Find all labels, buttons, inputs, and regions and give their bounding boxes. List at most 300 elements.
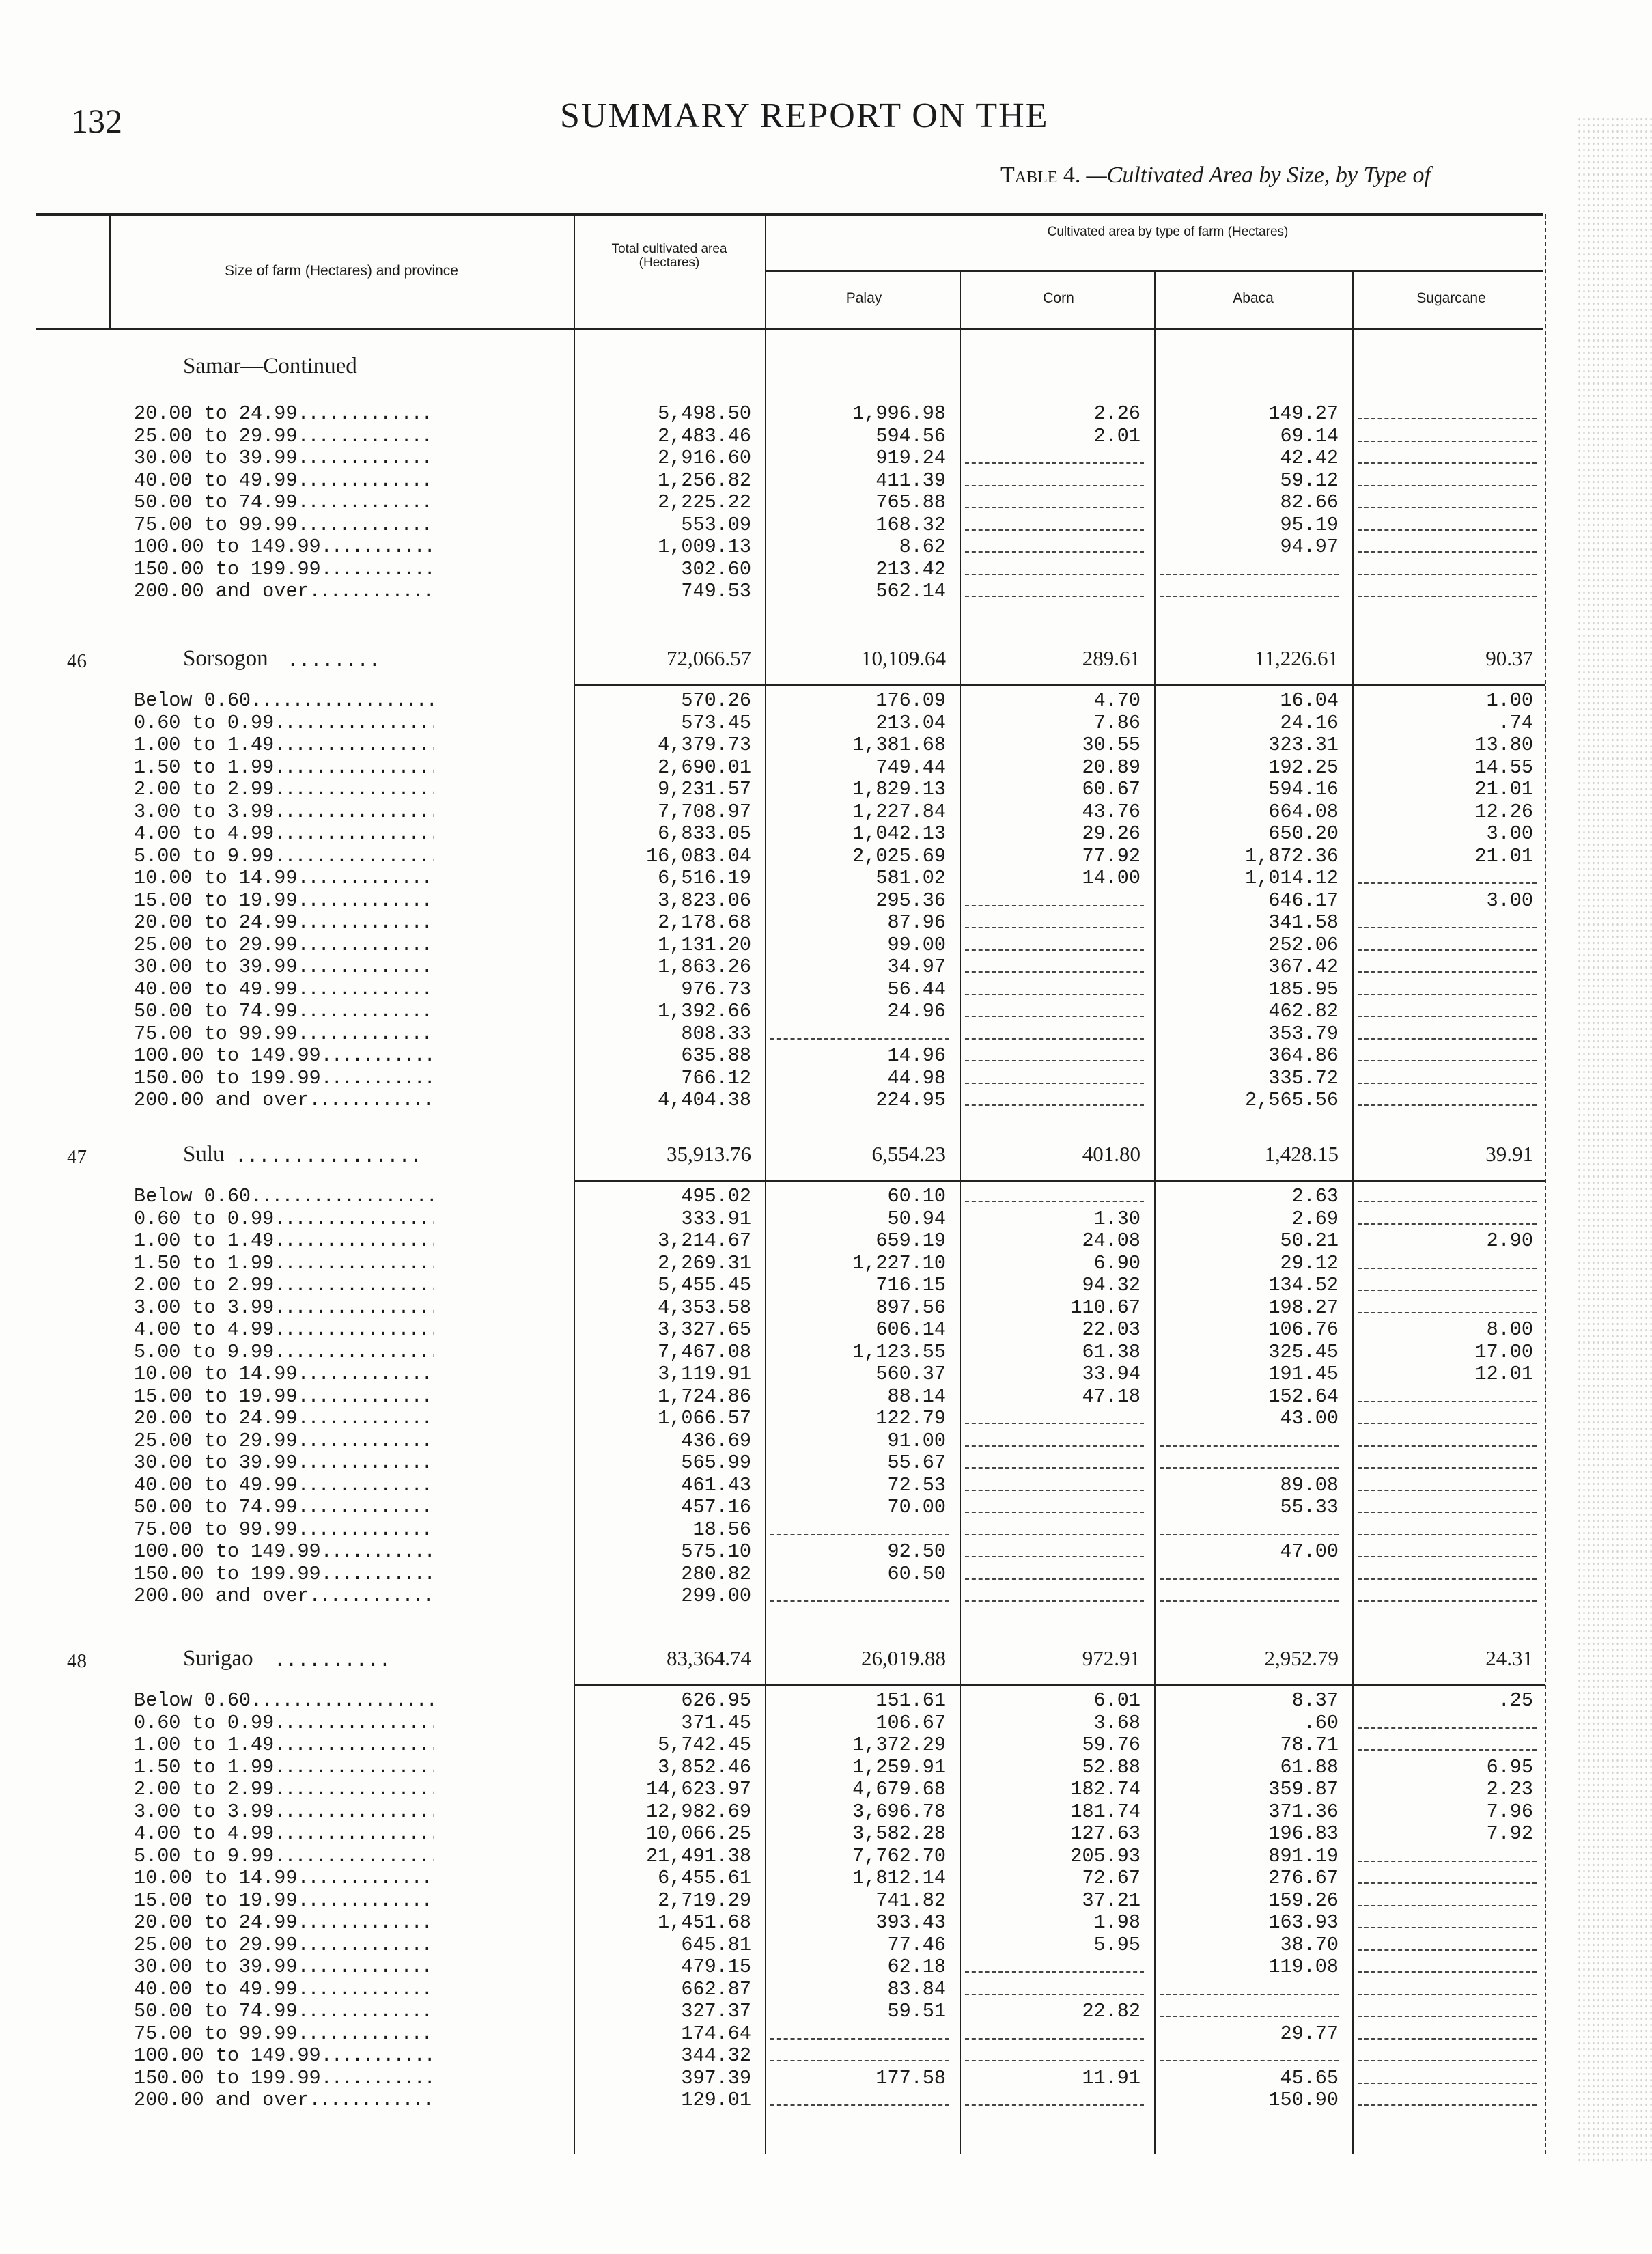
sulu-palay-value: 1,123.55	[852, 1340, 946, 1363]
header-bottom-rule	[36, 328, 1543, 330]
sorsogon-abaca-value: 16.04	[1280, 689, 1339, 712]
surigao-total-value: 371.45	[681, 1711, 751, 1734]
size-class: 20.00 to 24.99 .....	[134, 1408, 434, 1430]
size-class: 4.00 to 4.99 .....	[134, 1319, 434, 1341]
surigao-sugar-empty	[1358, 1727, 1537, 1729]
sorsogon-palay-value: 14.96	[887, 1044, 946, 1067]
sorsogon-palay-value: 213.04	[876, 711, 946, 734]
samar-sugar-empty	[1358, 441, 1537, 442]
sulu-sugar-empty	[1358, 1423, 1537, 1424]
sorsogon-sugar-value: 13.80	[1474, 734, 1533, 756]
size-class: 1.00 to 1.49 .....	[134, 1734, 434, 1757]
surigao-total-value: 14,623.97	[646, 1778, 751, 1800]
size-class: Below 0.60 .....	[134, 690, 434, 712]
surigao-total-value: 662.87	[681, 1977, 751, 2001]
sulu-abaca-value: 134.52	[1268, 1274, 1339, 1296]
samar-palay-value: 168.32	[876, 513, 946, 536]
size-class: 3.00 to 3.99 .....	[134, 801, 434, 824]
sulu-corn-empty	[965, 1534, 1144, 1535]
samar-sugar-empty	[1358, 596, 1537, 597]
surigao-total-value: 626.95	[681, 1689, 751, 1712]
sorsogon-sugar-empty	[1358, 882, 1537, 884]
sulu-total-value: 299.00	[681, 1585, 751, 1607]
size-class: 100.00 to 149.99 .....	[134, 1045, 434, 1068]
sulu-corn-value: 94.32	[1082, 1274, 1140, 1296]
sorsogon-total-value: 573.45	[681, 711, 751, 734]
size-class: 50.00 to 74.99 .....	[134, 1497, 434, 1519]
size-class: 5.00 to 9.99 .....	[134, 846, 434, 868]
surigao-total-value: 10,066.25	[646, 1822, 751, 1845]
size-class: 2.00 to 2.99 .....	[134, 779, 434, 801]
sulu-abaca-value: 2.63	[1291, 1185, 1339, 1208]
surigao-sugar-empty	[1358, 2060, 1537, 2061]
sulu-sugar-value: 2.90	[1486, 1229, 1533, 1252]
size-class: 200.00 and over .....	[134, 581, 434, 603]
size-class: 20.00 to 24.99 .....	[134, 1912, 434, 1934]
surigao-abaca-value: 359.87	[1268, 1778, 1339, 1800]
province-rule	[574, 1180, 1545, 1182]
surigao-corn-empty	[965, 2104, 1144, 2106]
sorsogon-total-value: 808.33	[681, 1022, 751, 1045]
sorsogon-abaca-value: 367.42	[1268, 956, 1339, 978]
surigao-abaca-value: 163.93	[1268, 1911, 1339, 1934]
samar-total-value: 553.09	[681, 513, 751, 536]
sulu-palay-empty	[770, 1534, 949, 1535]
sorsogon-corn-empty	[965, 1104, 1144, 1106]
page-number: 132	[71, 102, 122, 140]
sorsogon-corn-value: 77.92	[1082, 844, 1140, 867]
surigao-corn-value: 1.98	[1093, 1911, 1140, 1934]
samar-total-value: 2,225.22	[658, 491, 751, 514]
samar-total-value: 1,009.13	[658, 535, 751, 558]
sorsogon-corn-empty	[965, 927, 1144, 928]
surigao-abaca-value: 196.83	[1268, 1822, 1339, 1845]
surigao-corn-value: 59.76	[1082, 1734, 1140, 1756]
sulu-total-value: 18.56	[692, 1518, 751, 1541]
size-class: 20.00 to 24.99 .....	[134, 912, 434, 934]
size-class: 200.00 and over .....	[134, 2089, 434, 2112]
sorsogon-palay-value: 1,042.13	[852, 822, 946, 845]
abaca-col-rule	[1154, 272, 1156, 2154]
sulu-abaca-value: 152.64	[1268, 1385, 1339, 1408]
surigao-palay-value: 106.67	[876, 1711, 946, 1734]
sulu-palay-value: 716.15	[876, 1274, 946, 1296]
sulu-abaca-value: 55.33	[1280, 1496, 1339, 1518]
size-class: 75.00 to 99.99 .....	[134, 514, 434, 537]
size-class: 50.00 to 74.99 .....	[134, 1001, 434, 1023]
sorsogon-total-value: 570.26	[681, 689, 751, 712]
sorsogon-palay-value: 1,381.68	[852, 734, 946, 756]
sorsogon-total-value: 3,823.06	[658, 889, 751, 912]
samar-total-value: 302.60	[681, 557, 751, 581]
sulu-abaca-empty	[1160, 1578, 1339, 1580]
sulu-abaca-value: 198.27	[1268, 1296, 1339, 1319]
size-class: 25.00 to 29.99 .....	[134, 1934, 434, 1957]
sorsogon-corn-empty	[965, 949, 1144, 951]
sorsogon-corn-empty	[965, 905, 1144, 906]
report-title: SUMMARY REPORT ON THE	[560, 96, 1049, 135]
samar-abaca-value: 149.27	[1268, 402, 1339, 425]
size-class: 100.00 to 149.99 .....	[134, 536, 434, 559]
header-size: Size of farm (Hectares) and province	[225, 263, 458, 279]
sorsogon-corn-empty	[965, 1083, 1144, 1084]
surigao-abaca-value: 38.70	[1280, 1933, 1339, 1956]
sorsogon-corn-empty	[965, 994, 1144, 995]
size-class: 40.00 to 49.99 .....	[134, 470, 434, 492]
sorsogon-row-label	[134, 1089, 434, 1118]
sorsogon-abaca-value: 252.06	[1268, 933, 1339, 956]
sulu-palay-value: 88.14	[887, 1385, 946, 1408]
size-class: 25.00 to 29.99 .....	[134, 934, 434, 957]
size-class: 25.00 to 29.99 .....	[134, 426, 434, 448]
surigao-corn-value: 52.88	[1082, 1755, 1140, 1779]
surigao-corn-empty	[965, 1971, 1144, 1973]
surigao-palay-value: 151.61	[876, 1689, 946, 1712]
sulu-palay-value: 70.00	[887, 1496, 946, 1518]
sulu-total-value: 457.16	[681, 1496, 751, 1518]
sorsogon-sugar-empty	[1358, 971, 1537, 973]
samar-total-value: 2,916.60	[658, 447, 751, 469]
sulu-abaca-empty	[1160, 1534, 1339, 1535]
surigao-abaca-value: 45.65	[1280, 2066, 1339, 2089]
surigao-palay-value: 59.51	[887, 2000, 946, 2022]
surigao-row-label	[134, 2089, 434, 2118]
samar-corn-value: 2.01	[1093, 424, 1140, 447]
samar-abaca-value: 94.97	[1280, 535, 1339, 558]
province-heading-samar: Samar—Continued	[183, 354, 357, 378]
scan-edge-noise	[1577, 116, 1652, 2165]
size-class: 1.50 to 1.99 .....	[134, 757, 434, 779]
size-class: Below 0.60 .....	[134, 1690, 434, 1712]
sulu-palay-value: 60.50	[887, 1562, 946, 1585]
sorsogon-total-value: 1,863.26	[658, 956, 751, 978]
samar-abaca-value: 59.12	[1280, 469, 1339, 492]
sulu-corn-empty	[965, 1445, 1144, 1447]
sorsogon-palay-value: 99.00	[887, 933, 946, 956]
sulu-total-value: 333.91	[681, 1207, 751, 1230]
sorsogon-corn-empty	[965, 1016, 1144, 1017]
size-class: 0.60 to 0.99 .....	[134, 1208, 434, 1231]
sulu-palay-value: 92.50	[887, 1540, 946, 1563]
samar-abaca-value: 95.19	[1280, 513, 1339, 536]
surigao-total-value: 3,852.46	[658, 1755, 751, 1779]
sulu-corn-empty	[965, 1467, 1144, 1469]
sulu-abaca-empty	[1160, 1467, 1339, 1469]
surigao-corn-value: 5.95	[1093, 1933, 1140, 1956]
surigao-abaca-value: 61.88	[1280, 1755, 1339, 1779]
sorsogon-abaca-value: 1,872.36	[1245, 844, 1339, 867]
sulu-sugar-empty	[1358, 1201, 1537, 1202]
samar-palay-value: 765.88	[876, 491, 946, 514]
sorsogon-sugar-empty	[1358, 1016, 1537, 1017]
surigao-corn-value: 181.74	[1070, 1800, 1140, 1823]
surigao-palay-value: 1,812.14	[852, 1867, 946, 1889]
sulu-corn-empty	[965, 1556, 1144, 1557]
sulu-sugar-empty	[1358, 1290, 1537, 1291]
header-palay: Palay	[845, 290, 882, 306]
sulu-palay-value: 60.10	[887, 1185, 946, 1208]
sorsogon-total-value: 2,178.68	[658, 911, 751, 934]
surigao-corn-value: 22.82	[1082, 2000, 1140, 2022]
sorsogon-sugar-empty	[1358, 927, 1537, 928]
samar-sugar-empty	[1358, 462, 1537, 464]
size-class: 1.50 to 1.99 .....	[134, 1757, 434, 1779]
samar-sugar-empty	[1358, 529, 1537, 531]
samar-abaca-empty	[1160, 596, 1339, 597]
sorsogon-corn-value: 30.55	[1082, 734, 1140, 756]
samar-corn-empty	[965, 574, 1144, 575]
surigao-sugar-empty	[1358, 1927, 1537, 1928]
sulu-abaca-value: 89.08	[1280, 1473, 1339, 1497]
sorsogon-abaca-value: 353.79	[1268, 1022, 1339, 1045]
sulu-total-value: 575.10	[681, 1540, 751, 1563]
stub-left-rule	[109, 214, 111, 329]
province-total-corn: 401.80	[1082, 1142, 1140, 1166]
samar-palay-value: 1,996.98	[852, 402, 946, 425]
sorsogon-palay-value: 295.36	[876, 889, 946, 912]
sulu-sugar-empty	[1358, 1534, 1537, 1535]
samar-corn-value: 2.26	[1093, 402, 1140, 425]
size-class: 40.00 to 49.99 .....	[134, 1475, 434, 1497]
sulu-abaca-value: 43.00	[1280, 1407, 1339, 1430]
table-top-rule	[36, 213, 1543, 216]
sorsogon-sugar-empty	[1358, 1104, 1537, 1106]
surigao-total-value: 2,719.29	[658, 1889, 751, 1912]
surigao-corn-value: 6.01	[1093, 1689, 1140, 1712]
surigao-palay-value: 77.46	[887, 1933, 946, 1956]
sorsogon-total-value: 4,379.73	[658, 734, 751, 756]
surigao-abaca-value: 29.77	[1280, 2022, 1339, 2045]
surigao-sugar-empty	[1358, 1861, 1537, 1862]
surigao-total-value: 6,455.61	[658, 1867, 751, 1889]
sulu-sugar-empty	[1358, 1512, 1537, 1513]
samar-corn-empty	[965, 462, 1144, 464]
surigao-palay-value: 3,582.28	[852, 1822, 946, 1845]
size-class: 10.00 to 14.99 .....	[134, 1363, 434, 1386]
province-total-corn: 972.91	[1082, 1646, 1140, 1670]
samar-sugar-empty	[1358, 418, 1537, 419]
size-class: 15.00 to 19.99 .....	[134, 890, 434, 913]
sorsogon-sugar-value: 12.26	[1474, 800, 1533, 823]
surigao-abaca-value: 8.37	[1291, 1689, 1339, 1712]
surigao-corn-empty	[965, 2038, 1144, 2040]
samar-abaca-value: 82.66	[1280, 491, 1339, 514]
sulu-total-value: 1,066.57	[658, 1407, 751, 1430]
surigao-sugar-empty	[1358, 1882, 1537, 1884]
size-class: 1.00 to 1.49 .....	[134, 734, 434, 757]
samar-abaca-value: 69.14	[1280, 424, 1339, 447]
sulu-palay-value: 606.14	[876, 1318, 946, 1341]
province-total-sugar: 39.91	[1485, 1142, 1533, 1166]
sorsogon-palay-value: 24.96	[887, 1000, 946, 1022]
size-class: 150.00 to 199.99 .....	[134, 1068, 434, 1090]
sorsogon-corn-value: 4.70	[1093, 689, 1140, 712]
sorsogon-sugar-empty	[1358, 994, 1537, 995]
size-class: 200.00 and over .....	[134, 1585, 434, 1608]
sorsogon-sugar-value: 21.01	[1474, 778, 1533, 801]
sulu-total-value: 495.02	[681, 1185, 751, 1208]
surigao-palay-value: 177.58	[876, 2066, 946, 2089]
sorsogon-total-value: 16,083.04	[646, 844, 751, 867]
surigao-abaca-empty	[1160, 1994, 1339, 1995]
surigao-total-value: 1,451.68	[658, 1911, 751, 1934]
province-total-palay: 26,019.88	[861, 1646, 946, 1670]
sorsogon-palay-value: 2,025.69	[852, 844, 946, 867]
sorsogon-palay-value: 749.44	[876, 755, 946, 779]
samar-total-value: 5,498.50	[658, 402, 751, 425]
sorsogon-abaca-value: 24.16	[1280, 711, 1339, 734]
sulu-total-value: 3,119.91	[658, 1363, 751, 1385]
province-heading-leader: ................	[235, 1145, 422, 1168]
province-heading-leader: ........	[287, 650, 380, 672]
samar-sugar-empty	[1358, 551, 1537, 553]
sorsogon-sugar-empty	[1358, 1060, 1537, 1061]
size-class: 100.00 to 149.99 .....	[134, 2045, 434, 2068]
size-class: 50.00 to 74.99 .....	[134, 492, 434, 514]
surigao-total-value: 327.37	[681, 2000, 751, 2022]
size-class: 10.00 to 14.99 .....	[134, 1867, 434, 1890]
sorsogon-abaca-value: 650.20	[1268, 822, 1339, 845]
samar-row-label	[134, 581, 434, 609]
surigao-corn-value: 37.21	[1082, 1889, 1140, 1912]
size-class: 150.00 to 199.99 .....	[134, 559, 434, 581]
table-caption	[1000, 163, 1431, 189]
sulu-sugar-value: 17.00	[1474, 1340, 1533, 1363]
surigao-palay-value: 4,679.68	[852, 1778, 946, 1800]
sorsogon-sugar-value: 3.00	[1486, 889, 1533, 912]
sorsogon-total-value: 6,516.19	[658, 867, 751, 889]
sorsogon-abaca-value: 364.86	[1268, 1044, 1339, 1067]
sulu-abaca-empty	[1160, 1600, 1339, 1602]
size-class: 1.00 to 1.49 .....	[134, 1230, 434, 1253]
surigao-corn-empty	[965, 2060, 1144, 2061]
sorsogon-total-value: 1,392.66	[658, 1000, 751, 1022]
sorsogon-abaca-value: 192.25	[1268, 755, 1339, 779]
size-class: 10.00 to 14.99 .....	[134, 867, 434, 890]
size-class: 30.00 to 39.99 .....	[134, 956, 434, 979]
samar-palay-value: 8.62	[899, 535, 946, 558]
size-class: 0.60 to 0.99 .....	[134, 712, 434, 735]
surigao-corn-value: 205.93	[1070, 1844, 1140, 1867]
size-class: 100.00 to 149.99 .....	[134, 1541, 434, 1563]
sulu-palay-value: 1,227.10	[852, 1251, 946, 1275]
sulu-corn-empty	[965, 1600, 1144, 1602]
surigao-sugar-empty	[1358, 2038, 1537, 2040]
surigao-abaca-value: .60	[1303, 1711, 1339, 1734]
header-group: Cultivated area by type of farm (Hectares)	[1047, 225, 1289, 239]
surigao-sugar-value: .25	[1498, 1689, 1533, 1712]
sorsogon-palay-value: 581.02	[876, 867, 946, 889]
sulu-sugar-empty	[1358, 1578, 1537, 1580]
sorsogon-corn-value: 14.00	[1082, 867, 1140, 889]
surigao-abaca-value: 159.26	[1268, 1889, 1339, 1912]
surigao-sugar-empty	[1358, 1971, 1537, 1973]
sulu-sugar-empty	[1358, 1223, 1537, 1225]
province-heading-sorsogon: Sorsogon	[183, 646, 268, 671]
size-class: 5.00 to 9.99 .....	[134, 1846, 434, 1868]
size-class: 20.00 to 24.99 .....	[134, 403, 434, 426]
surigao-palay-value: 83.84	[887, 1977, 946, 2001]
surigao-corn-value: 182.74	[1070, 1778, 1140, 1800]
size-class: 40.00 to 49.99 .....	[134, 979, 434, 1001]
sorsogon-sugar-value: 1.00	[1486, 689, 1533, 712]
province-number-sorsogon: 46	[67, 650, 87, 672]
sulu-corn-value: 6.90	[1093, 1251, 1140, 1275]
surigao-abaca-value: 891.19	[1268, 1844, 1339, 1867]
sulu-abaca-value: 325.45	[1268, 1340, 1339, 1363]
surigao-sugar-value: 7.92	[1486, 1822, 1533, 1845]
surigao-corn-value: 11.91	[1082, 2066, 1140, 2089]
sorsogon-corn-empty	[965, 1038, 1144, 1040]
sorsogon-sugar-empty	[1358, 949, 1537, 951]
surigao-corn-value: 72.67	[1082, 1867, 1140, 1889]
sulu-total-value: 565.99	[681, 1451, 751, 1474]
sorsogon-palay-value: 176.09	[876, 689, 946, 712]
surigao-total-value: 479.15	[681, 1956, 751, 1978]
table-number: Table 4.	[1000, 163, 1081, 188]
samar-total-value: 749.53	[681, 580, 751, 602]
sorsogon-palay-value: 87.96	[887, 911, 946, 934]
sulu-total-value: 1,724.86	[658, 1385, 751, 1408]
sorsogon-corn-value: 29.26	[1082, 822, 1140, 845]
samar-sugar-empty	[1358, 574, 1537, 575]
sulu-abaca-value: 47.00	[1280, 1540, 1339, 1563]
size-class: 1.50 to 1.99 .....	[134, 1253, 434, 1275]
province-total-abaca: 2,952.79	[1264, 1646, 1339, 1670]
province-total-palay: 6,554.23	[871, 1142, 946, 1166]
sulu-abaca-empty	[1160, 1445, 1339, 1447]
sulu-corn-value: 47.18	[1082, 1385, 1140, 1408]
table-caption-text: —Cultivated Area by Size, by Type of	[1086, 163, 1431, 188]
sulu-palay-value: 91.00	[887, 1429, 946, 1452]
surigao-palay-value: 393.43	[876, 1911, 946, 1934]
sulu-sugar-empty	[1358, 1268, 1537, 1269]
size-class: 30.00 to 39.99 .....	[134, 1452, 434, 1475]
sulu-total-value: 461.43	[681, 1473, 751, 1497]
samar-abaca-value: 42.42	[1280, 447, 1339, 469]
sulu-sugar-empty	[1358, 1600, 1537, 1602]
province-total-total: 35,913.76	[667, 1142, 751, 1166]
sugarcane-col-rule	[1352, 272, 1354, 2154]
surigao-palay-value: 741.82	[876, 1889, 946, 1912]
surigao-total-value: 397.39	[681, 2066, 751, 2089]
sorsogon-palay-value: 44.98	[887, 1066, 946, 1089]
sorsogon-palay-value: 224.95	[876, 1089, 946, 1111]
surigao-abaca-value: 276.67	[1268, 1867, 1339, 1889]
surigao-palay-value: 1,372.29	[852, 1734, 946, 1756]
sulu-palay-value: 50.94	[887, 1207, 946, 1230]
province-total-total: 83,364.74	[667, 1646, 751, 1670]
surigao-sugar-empty	[1358, 1905, 1537, 1906]
samar-corn-empty	[965, 529, 1144, 531]
sulu-abaca-value: 29.12	[1280, 1251, 1339, 1275]
surigao-sugar-value: 2.23	[1486, 1778, 1533, 1800]
province-heading-sulu: Sulu	[183, 1142, 225, 1167]
sulu-corn-value: 33.94	[1082, 1363, 1140, 1385]
surigao-abaca-empty	[1160, 2016, 1339, 2017]
sorsogon-palay-value: 1,227.84	[852, 800, 946, 823]
size-class: 4.00 to 4.99 .....	[134, 823, 434, 846]
province-number-sulu: 47	[67, 1146, 87, 1168]
samar-corn-empty	[965, 507, 1144, 508]
sulu-total-value: 3,214.67	[658, 1229, 751, 1252]
province-rule	[574, 684, 1545, 686]
size-class: 75.00 to 99.99 .....	[134, 2023, 434, 2046]
surigao-palay-empty	[770, 2060, 949, 2061]
sulu-corn-empty	[965, 1578, 1144, 1580]
sorsogon-total-value: 766.12	[681, 1066, 751, 1089]
size-class: 15.00 to 19.99 .....	[134, 1386, 434, 1408]
